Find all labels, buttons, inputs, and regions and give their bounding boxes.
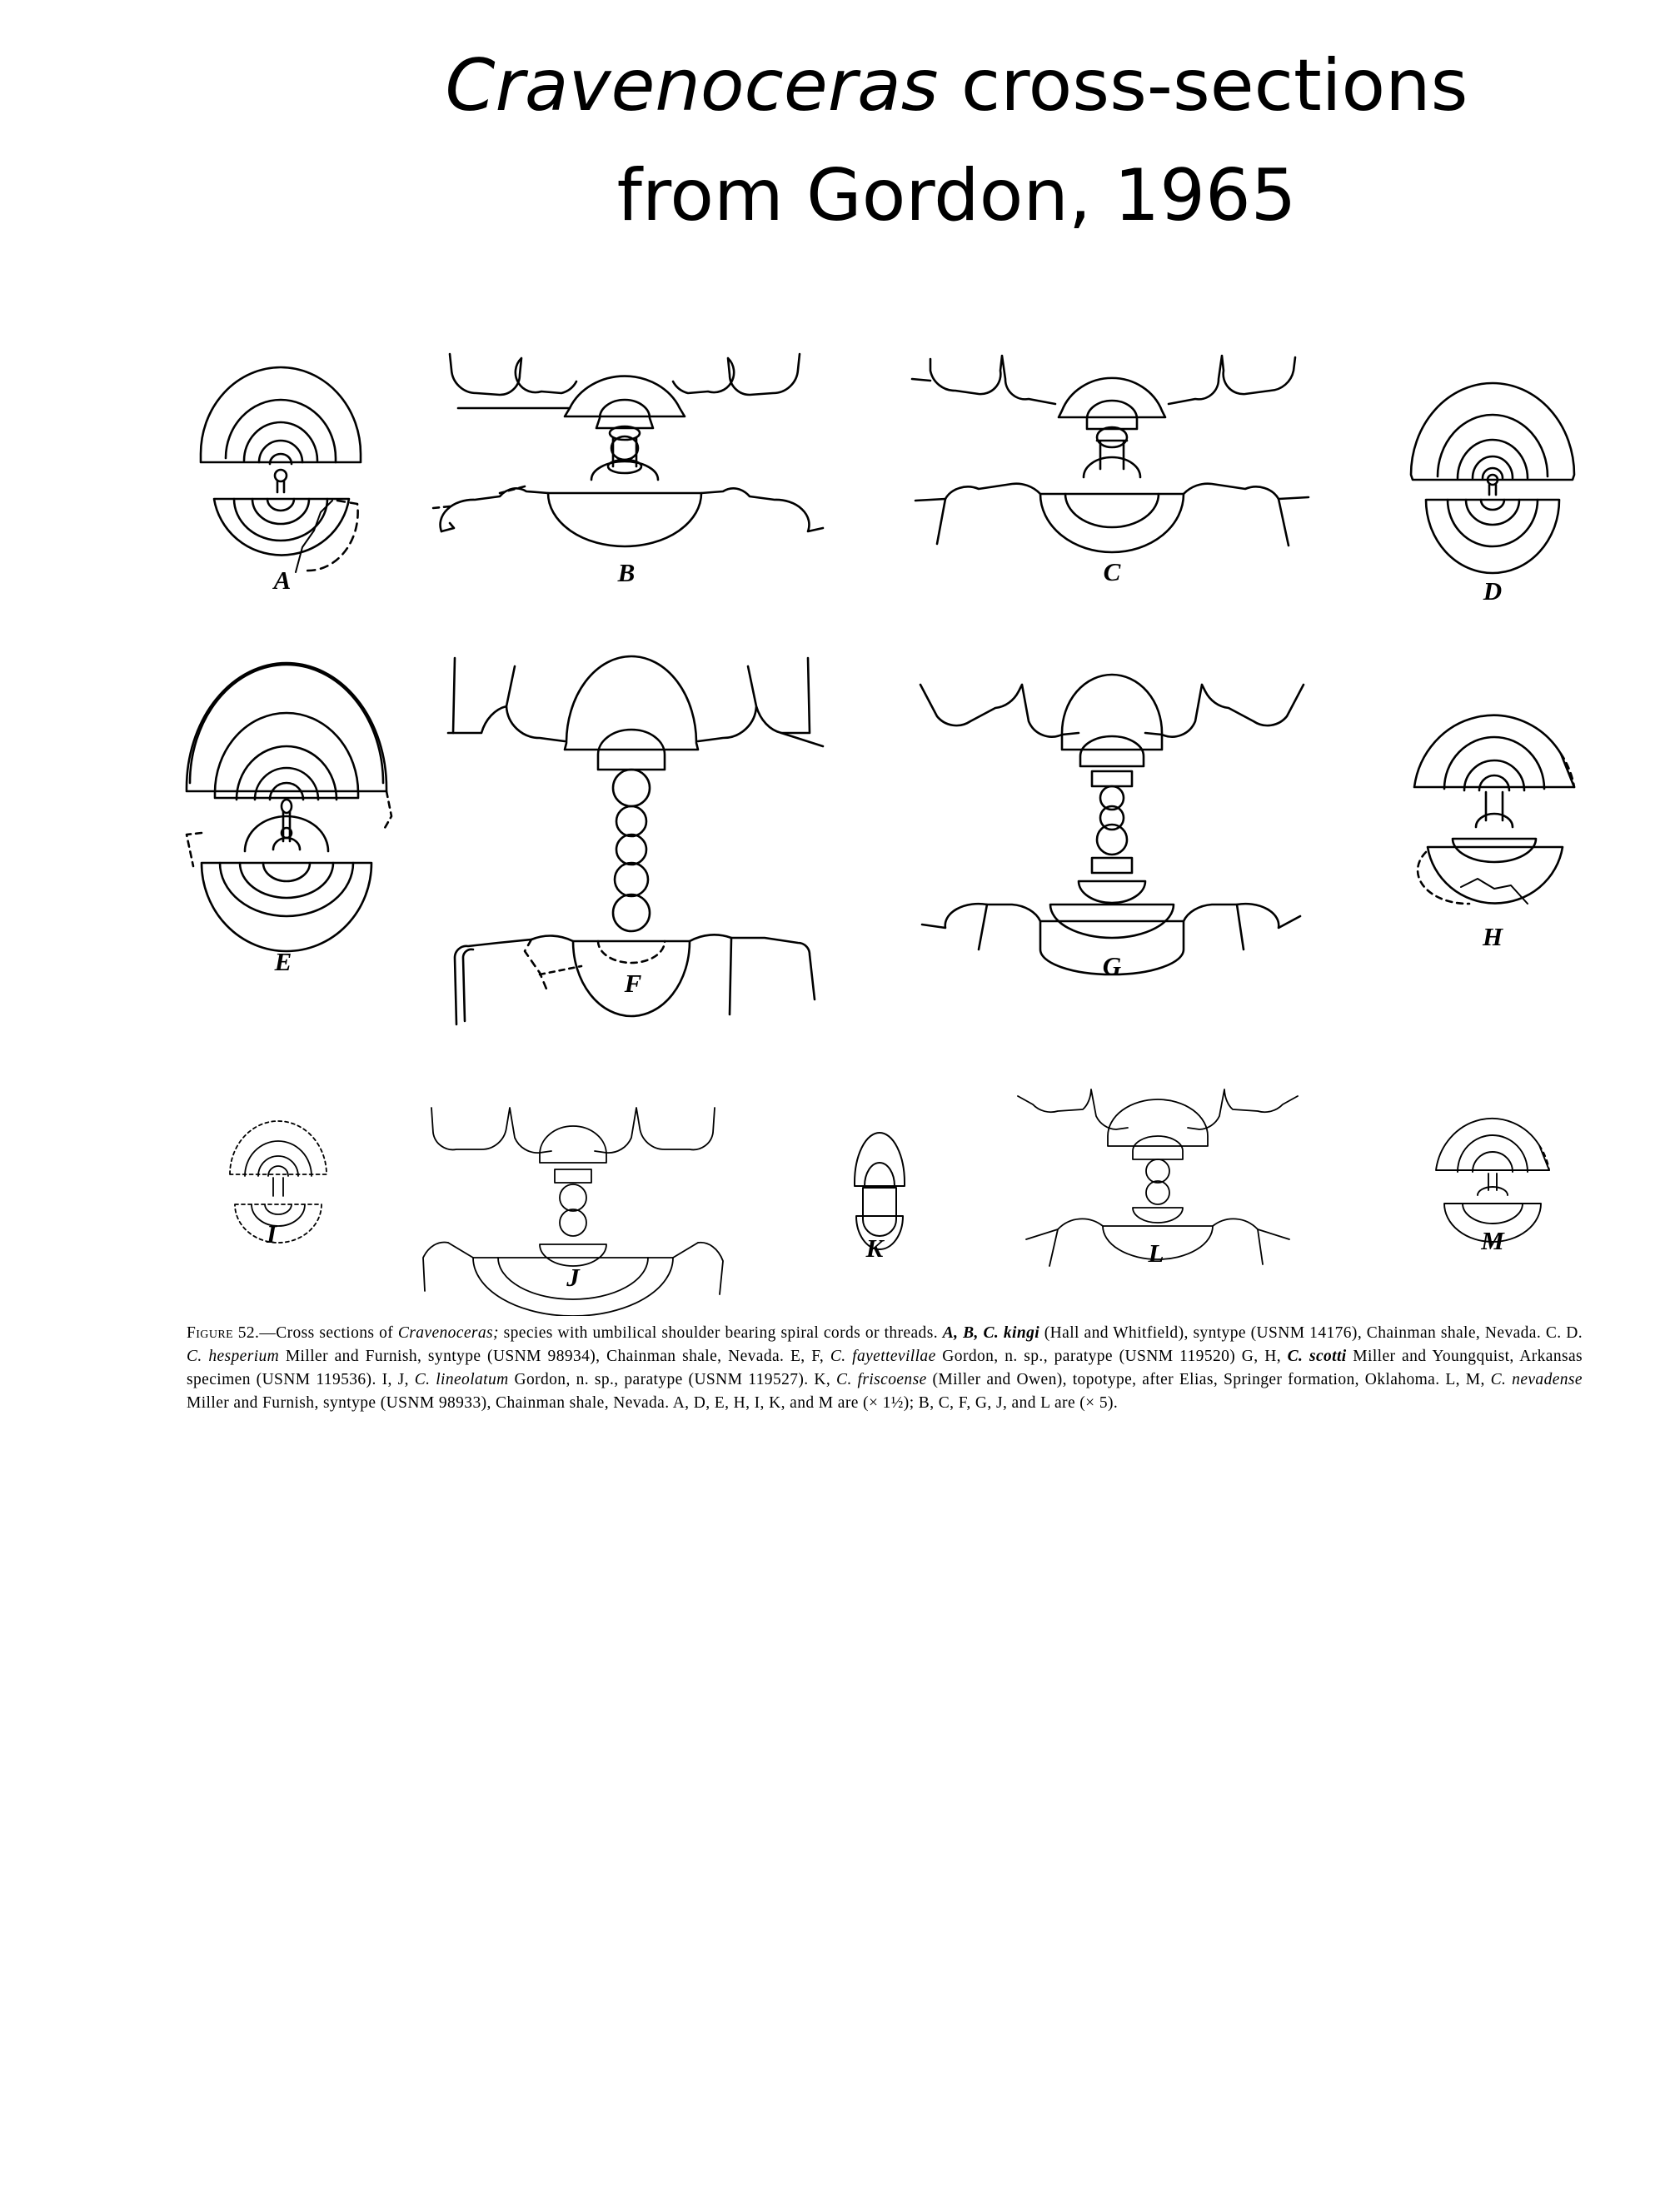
caption-species: C. friscoense [836,1371,927,1388]
figure-label-g: G [1102,951,1122,980]
caption-species: C. scotti [1287,1348,1347,1365]
caption-genus: Cravenoceras; [397,1324,499,1342]
figure-caption [187,1322,1583,1415]
caption-species: A, B, C. kingi [942,1324,1040,1342]
figure-label-b: B [617,558,636,587]
caption-species: C. hesperium [187,1348,280,1365]
specimen-a-drawing [201,367,361,572]
caption-figure-number: Figure 52. [187,1324,260,1342]
caption-text: —Cross sections of [259,1324,398,1342]
title-genus: Cravenoceras [445,44,939,127]
figure-label-i: I [266,1219,277,1249]
figure-label-l: L [1148,1239,1164,1268]
specimen-k-drawing [855,1133,905,1249]
caption-text: (Miller and Owen), topotype, after Elias, Springer formation, Oklahoma. L, M, [926,1371,1491,1388]
specimen-b-drawing [433,354,823,546]
caption-species: C. nevadense [1490,1371,1583,1388]
specimen-c-drawing [912,356,1309,552]
caption-text: Miller and Furnish, syntype (USNM 98933), Chainman shale, Nevada. A, D, E, H, I, K, and M are (× 1½); B, C, F, G, J, and L are (× 5). [187,1394,1119,1412]
caption-species: C. fayettevillae [830,1348,936,1365]
caption-text: Miller and Furnish, syntype (USNM 98934), Chainman shale, Nevada. E, F, [279,1348,830,1365]
page-title-line2: from Gordon, 1965 [616,154,1297,237]
caption-text: species with umbilical shoulder bearing spiral cords or threads. [498,1324,943,1342]
caption-text: Gordon, n. sp., paratype (USNM 119520) G, H, [935,1348,1288,1365]
figure-label-c: C [1103,557,1121,586]
figure-label-h: H [1482,922,1503,951]
figure-label-m: M [1481,1226,1504,1255]
caption-text: Gordon, n. sp., paratype (USNM 119527). K, [508,1371,837,1388]
specimen-h-drawing [1414,715,1574,904]
caption-species: C. lineolatum [414,1371,509,1388]
title-rest: cross-sections [938,44,1468,127]
specimen-i-drawing [230,1121,327,1243]
figure-label-d: D [1483,576,1503,606]
figure-label-k: K [865,1234,884,1263]
specimen-d-drawing [1411,383,1574,573]
figure-label-j: J [566,1263,580,1292]
specimen-e-drawing [187,663,391,951]
caption-text: (Hall and Whitfield), syntype (USNM 14176), Chainman shale, Nevada. C. D. [1039,1324,1583,1342]
figure-label-a: A [273,566,292,595]
figure-label-f: F [624,969,642,998]
specimen-g-drawing [920,675,1304,974]
caption-text: Miller and Youngquist, Arkansas specimen (USNM 119536). I, J, [187,1348,1583,1388]
figure-label-e: E [274,947,292,976]
specimen-m-drawing [1436,1119,1549,1242]
